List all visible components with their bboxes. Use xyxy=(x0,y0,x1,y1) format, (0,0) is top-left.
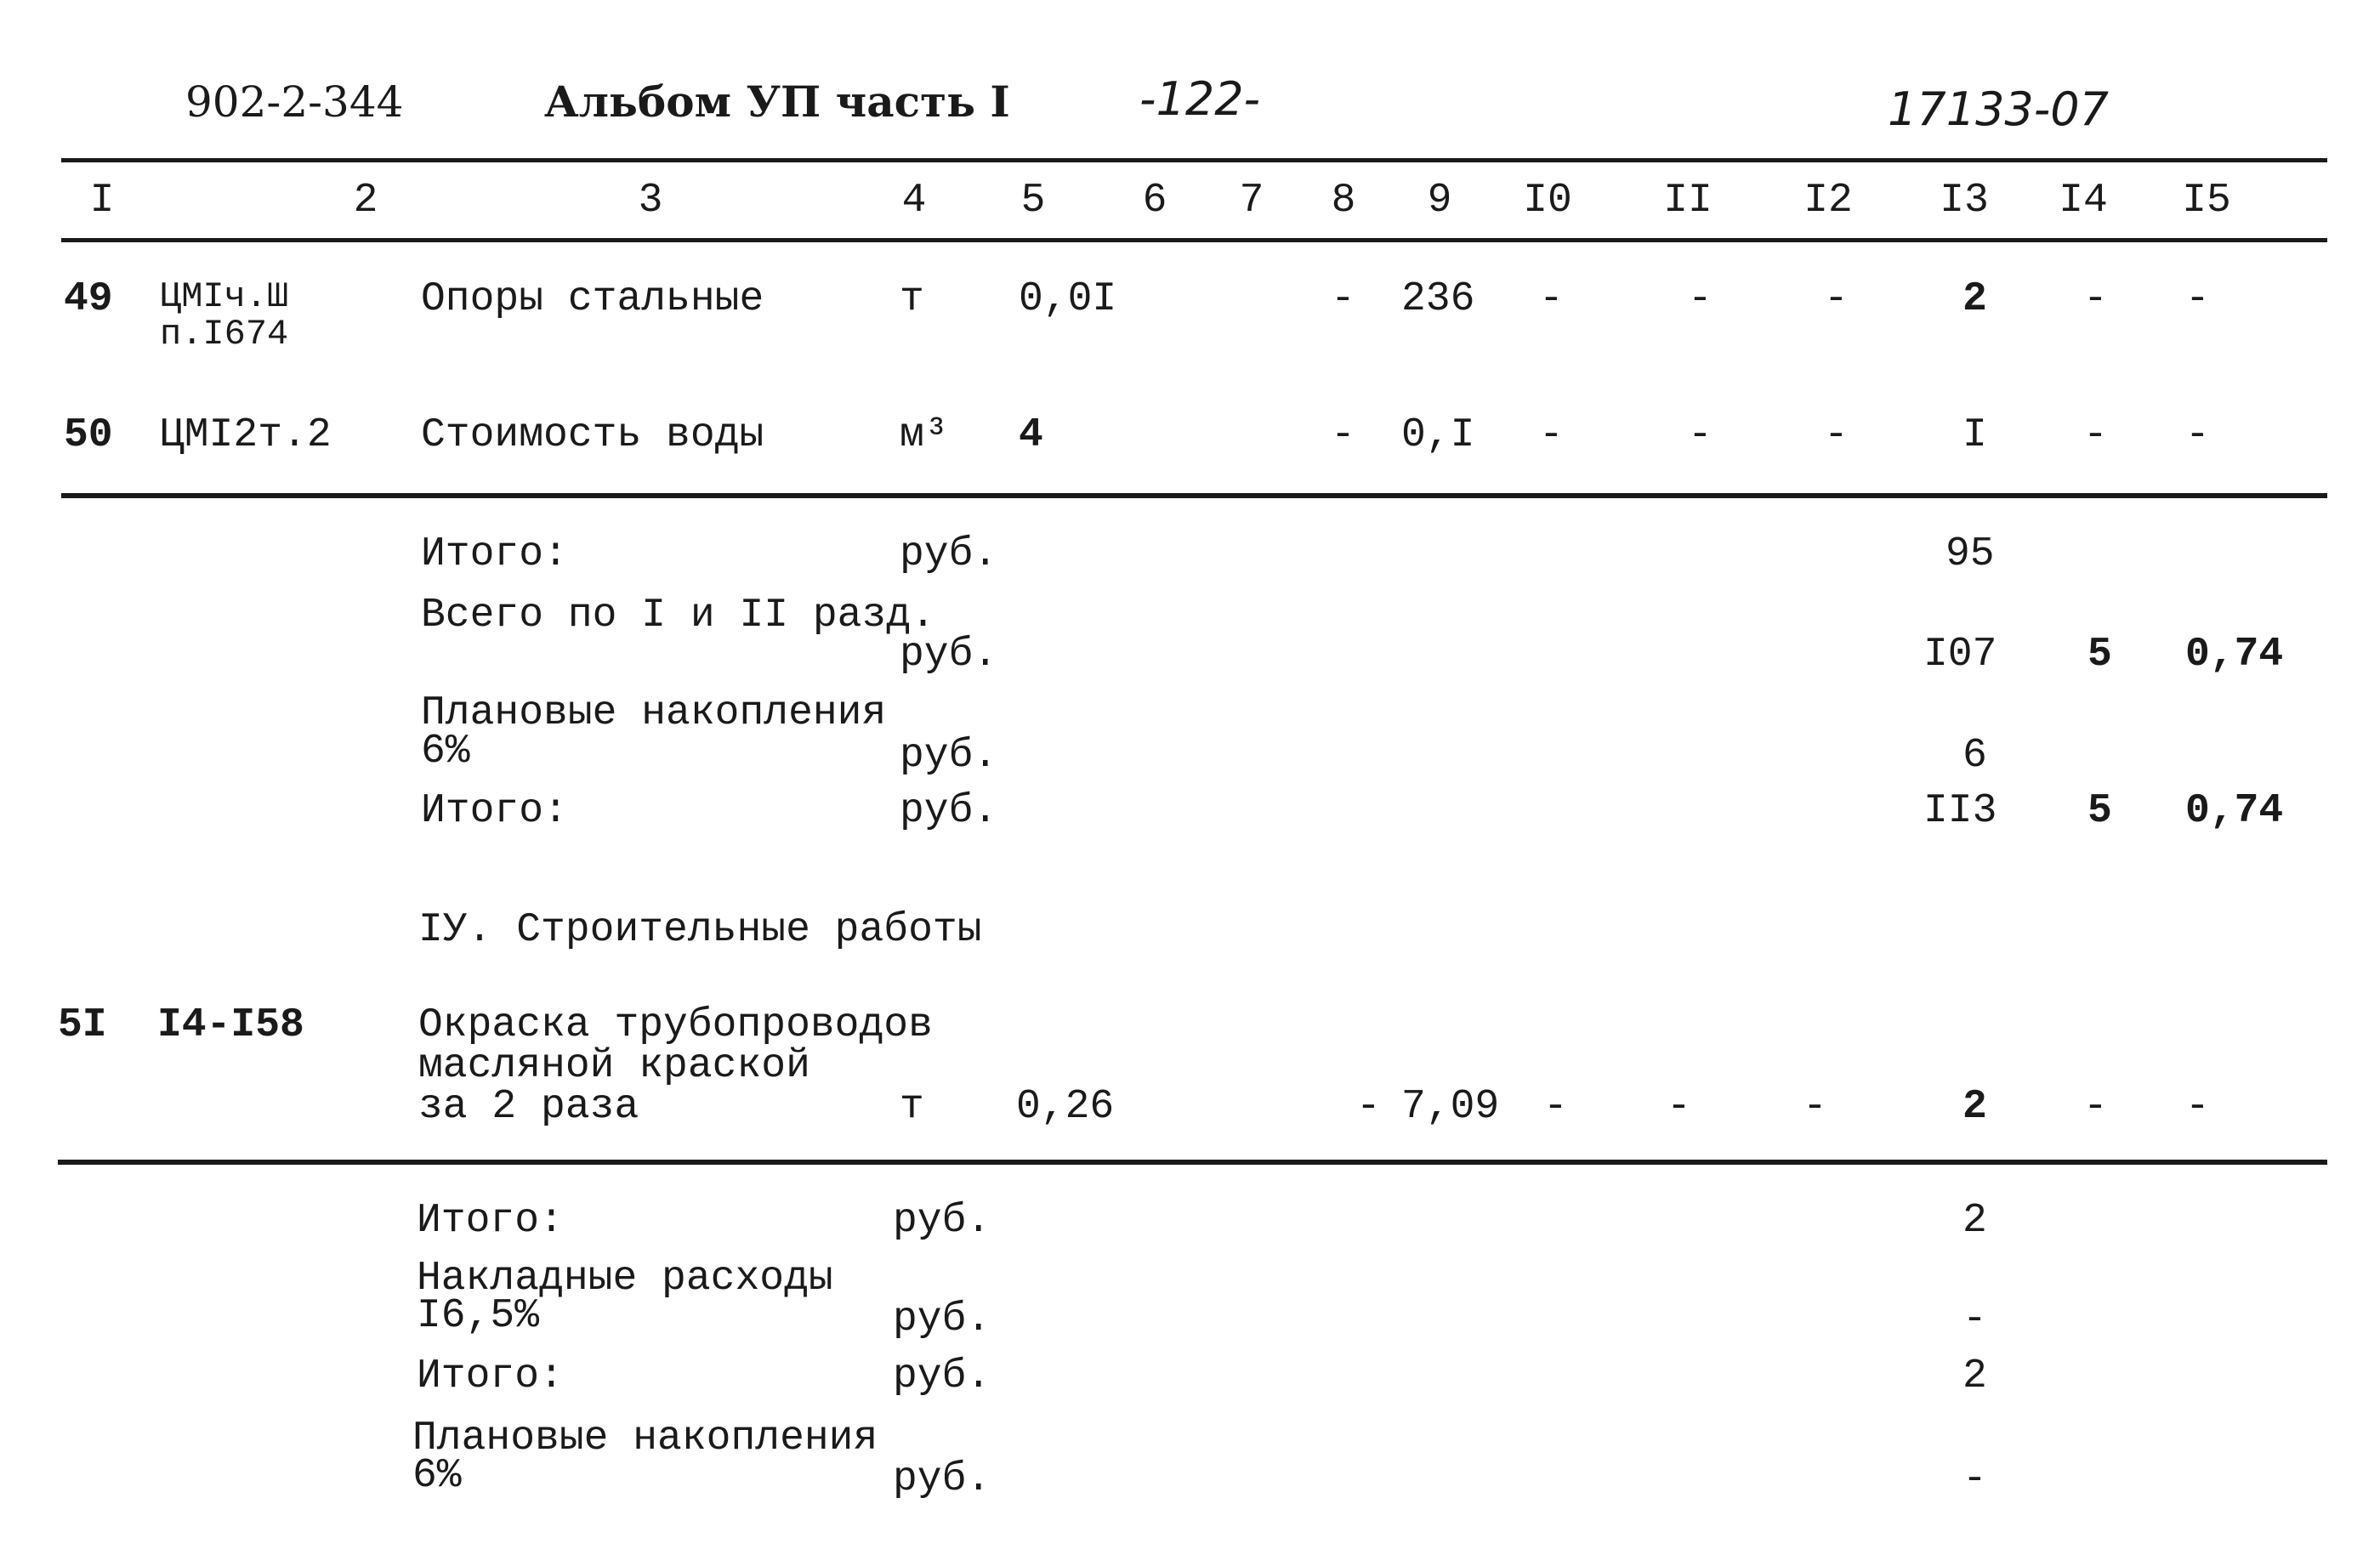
header-bottom-rule xyxy=(61,238,2327,242)
row-quantity: 4 xyxy=(1019,412,1043,458)
cell-13: 2 xyxy=(1963,1084,1987,1130)
cell-10: - xyxy=(1543,1084,1568,1130)
cell-8: - xyxy=(1331,276,1355,322)
total-value: 95 xyxy=(1945,531,1995,577)
section-rule-2 xyxy=(58,1160,2327,1165)
row-number: 5I xyxy=(58,1002,107,1048)
row-unit: м³ xyxy=(900,412,949,458)
row-code: ЦМI2т.2 xyxy=(160,412,332,458)
col-header: I3 xyxy=(1940,178,1989,224)
total-value-15: 0,74 xyxy=(2185,632,2284,678)
cell-14: - xyxy=(2083,1084,2108,1130)
cell-9: 236 xyxy=(1401,276,1475,322)
col-header: 2 xyxy=(353,178,378,224)
total-label: Плановые накопления xyxy=(421,690,887,736)
row-code: I4-I58 xyxy=(157,1002,304,1048)
total-value: - xyxy=(1963,1456,1987,1502)
row-code-line2: п.I674 xyxy=(160,314,289,355)
cell-10: - xyxy=(1539,276,1564,322)
total-label: Итого: xyxy=(421,788,568,834)
row-name: Опоры стальные xyxy=(421,276,764,322)
total-label: Итого: xyxy=(421,531,568,577)
col-header: 8 xyxy=(1331,178,1356,224)
total-unit: руб. xyxy=(893,1296,991,1342)
col-header: II xyxy=(1663,178,1713,224)
section-title: IУ. Строительные работы xyxy=(418,907,982,953)
total-label-line2: 6% xyxy=(421,729,470,774)
cell-14: - xyxy=(2083,412,2108,458)
cell-9: 0,I xyxy=(1401,412,1475,458)
total-value: 2 xyxy=(1963,1198,1987,1244)
total-label-line2: 6% xyxy=(412,1453,462,1499)
total-value: II3 xyxy=(1923,788,1997,834)
total-unit: руб. xyxy=(893,1456,991,1502)
cell-12: - xyxy=(1803,1084,1827,1130)
header-top-rule xyxy=(61,158,2327,162)
col-header: I2 xyxy=(1803,178,1853,224)
row-name: Окраска трубопроводов xyxy=(418,1002,933,1048)
row-number: 50 xyxy=(64,412,113,458)
cell-13: I xyxy=(1963,412,1987,458)
total-label-line2: I6,5% xyxy=(417,1293,540,1339)
cell-15: - xyxy=(2185,412,2210,458)
cell-8: - xyxy=(1331,412,1355,458)
total-unit: руб. xyxy=(893,1353,991,1399)
cell-15: - xyxy=(2185,276,2210,322)
row-name-line2: масляной краской xyxy=(418,1043,810,1089)
total-label: Накладные расходы xyxy=(417,1256,833,1302)
document-id: 17133-07 xyxy=(1888,82,2109,136)
cell-8: - xyxy=(1356,1084,1381,1130)
total-label: Итого: xyxy=(417,1353,564,1399)
total-unit: руб. xyxy=(900,531,998,577)
col-header: 5 xyxy=(1020,178,1046,224)
col-header: I4 xyxy=(2059,178,2108,224)
row-number: 49 xyxy=(64,276,113,322)
total-unit: руб. xyxy=(893,1198,991,1244)
col-header: I xyxy=(89,178,115,224)
col-header: 9 xyxy=(1427,178,1452,224)
cell-14: - xyxy=(2083,276,2108,322)
col-header: 4 xyxy=(901,178,927,224)
total-unit: руб. xyxy=(900,733,998,779)
col-header: 3 xyxy=(638,178,663,224)
total-value-14: 5 xyxy=(2087,788,2112,834)
total-unit: руб. xyxy=(900,788,998,834)
document-code: 902-2-344 xyxy=(185,77,404,127)
row-quantity: 0,26 xyxy=(1016,1084,1115,1130)
section-rule-1 xyxy=(61,493,2327,498)
cell-11: - xyxy=(1667,1084,1691,1130)
total-label: Всего по I и II разд. xyxy=(421,593,935,638)
total-value: I07 xyxy=(1923,632,1997,678)
total-label: Плановые накопления xyxy=(412,1416,878,1461)
total-value: 6 xyxy=(1963,733,1987,779)
cell-12: - xyxy=(1824,412,1849,458)
row-name-line3: за 2 раза xyxy=(418,1084,639,1130)
row-unit: т xyxy=(900,276,924,322)
album-title: Альбом УП часть I xyxy=(544,77,1010,127)
row-name: Стоимость воды xyxy=(421,412,764,458)
cell-15: - xyxy=(2185,1084,2210,1130)
cell-13: 2 xyxy=(1963,276,1987,322)
cell-9: 7,09 xyxy=(1401,1084,1500,1130)
total-value-15: 0,74 xyxy=(2185,788,2284,834)
total-value: 2 xyxy=(1963,1353,1987,1399)
cell-10: - xyxy=(1539,412,1564,458)
col-header: 7 xyxy=(1239,178,1264,224)
cell-11: - xyxy=(1688,412,1713,458)
row-unit: т xyxy=(900,1084,924,1130)
page-number: -122- xyxy=(1139,72,1261,126)
col-header: I0 xyxy=(1523,178,1572,224)
cell-12: - xyxy=(1824,276,1849,322)
cell-11: - xyxy=(1688,276,1713,322)
col-header: 6 xyxy=(1142,178,1167,224)
col-header: I5 xyxy=(2182,178,2231,224)
total-unit: руб. xyxy=(900,632,998,678)
total-value: - xyxy=(1963,1296,1987,1342)
row-code: ЦМIч.Ш xyxy=(160,276,289,317)
row-quantity: 0,0I xyxy=(1019,276,1117,322)
total-value-14: 5 xyxy=(2087,632,2112,678)
total-label: Итого: xyxy=(417,1198,564,1244)
